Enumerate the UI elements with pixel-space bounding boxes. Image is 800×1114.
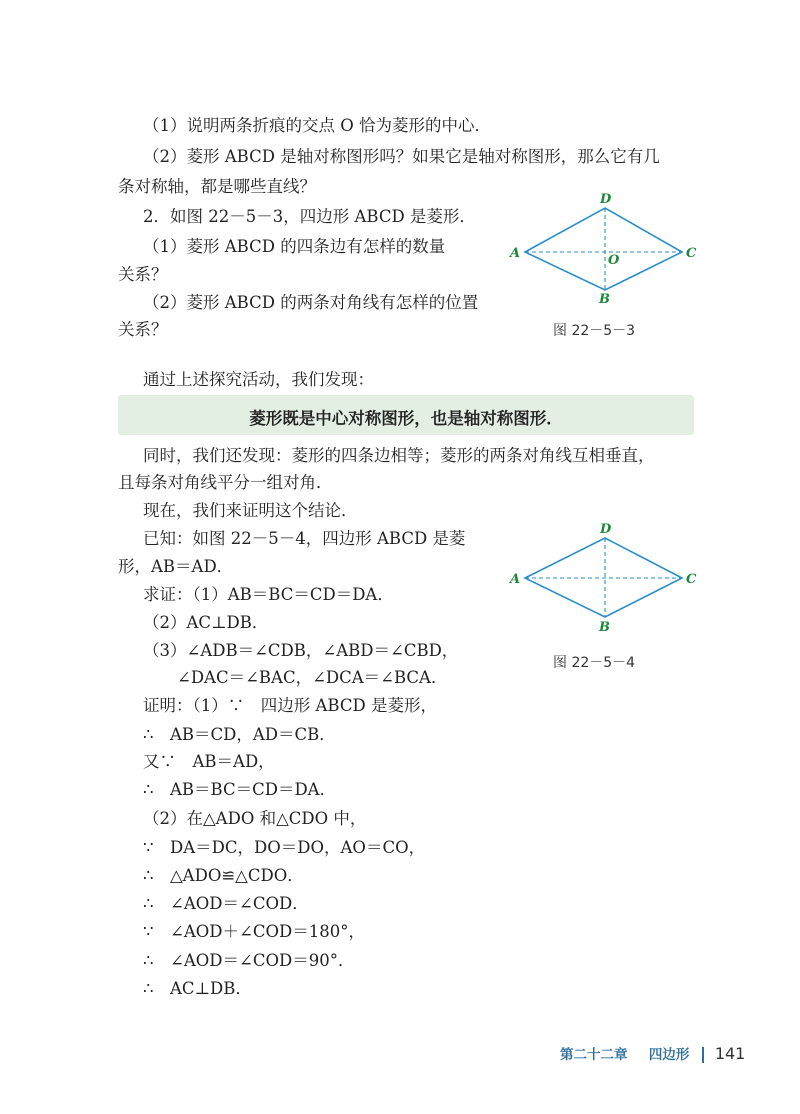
text-line: （2）菱形 ABCD 的两条对角线有怎样的位置 [143, 293, 479, 312]
text-line: 2．如图 22－5－3，四边形 ABCD 是菱形． [143, 207, 476, 226]
text-line: ∴ ∠AOD＝∠COD＝90°． [143, 951, 355, 970]
conclusion-text: 菱形既是中心对称图形，也是轴对称图形． [249, 409, 563, 428]
point-label-a: A [510, 572, 521, 587]
text-line: （2）菱形 ABCD 是轴对称图形吗？如果它是轴对称图形，那么它有几 [143, 147, 660, 166]
text-line: （2）在△ADO 和△CDO 中， [143, 809, 367, 828]
point-label-c: C [686, 246, 697, 261]
figure-caption: 图 22－5－3 [553, 323, 636, 339]
text-line: （1）说明两条折痕的交点 O 恰为菱形的中心． [143, 116, 492, 135]
conclusion-callout [118, 395, 694, 435]
point-label-b: B [599, 292, 610, 307]
text-line: 又∵ AB＝AD， [143, 752, 275, 771]
text-line: ∴ AB＝BC＝CD＝DA． [143, 780, 337, 799]
point-label-c: C [686, 572, 697, 587]
text-line: ∴ ∠AOD＝∠COD． [143, 894, 309, 913]
point-label-a: A [510, 246, 521, 261]
page-footer [560, 1043, 745, 1063]
text-line: 条对称轴，都是哪些直线？ [118, 177, 316, 196]
text-line: 且每条对角线平分一组对角． [118, 473, 333, 492]
text-line: 关系？ [118, 265, 168, 284]
text-line: 关系？ [118, 320, 168, 339]
page-number: 141 [714, 1044, 746, 1063]
footer-divider [702, 1047, 704, 1063]
rhombus-figure-1 [500, 190, 710, 310]
text-line: 已知：如图 22－5－4，四边形 ABCD 是菱 [143, 529, 466, 548]
point-label-d: D [600, 522, 612, 537]
point-label-b: B [599, 620, 610, 635]
text-line: ∴ AC⊥DB． [143, 979, 252, 998]
text-line: （3）∠ADB＝∠CDB，∠ABD＝∠CBD， [143, 641, 459, 660]
text-line: ∴ △ADO≌△CDO． [143, 866, 304, 885]
text-line: 求证：（1）AB＝BC＝CD＝DA． [143, 585, 394, 604]
figure-caption: 图 22－5－4 [553, 655, 636, 671]
text-line: 现在，我们来证明这个结论． [143, 501, 358, 520]
footer-chapter: 第二十二章 [560, 1047, 628, 1063]
text-line: ∵ ∠AOD＋∠COD＝180°， [143, 922, 365, 941]
text-line: 形，AB＝AD． [118, 557, 234, 576]
text-line: 同时，我们还发现：菱形的四条边相等；菱形的两条对角线互相垂直， [143, 446, 655, 465]
point-label-d: D [600, 192, 612, 207]
rhombus-figure-2 [500, 520, 710, 640]
text-line: ∠DAC＝∠BAC，∠DCA＝∠BCA． [177, 668, 448, 687]
text-line: ∴ AB＝CD，AD＝CB． [143, 725, 336, 744]
text-line: 通过上述探究活动，我们发现： [143, 370, 374, 389]
text-line: ∵ DA＝DC，DO＝DO，AO＝CO， [143, 838, 426, 857]
point-label-o: O [608, 253, 620, 268]
rhombus-outline [525, 208, 682, 290]
text-line: （2）AC⊥DB． [143, 613, 269, 632]
footer-section: 四边形 [648, 1047, 690, 1063]
text-line: 证明：（1）∵ 四边形 ABCD 是菱形， [143, 696, 437, 715]
text-line: （1）菱形 ABCD 的四条边有怎样的数量 [143, 237, 446, 256]
